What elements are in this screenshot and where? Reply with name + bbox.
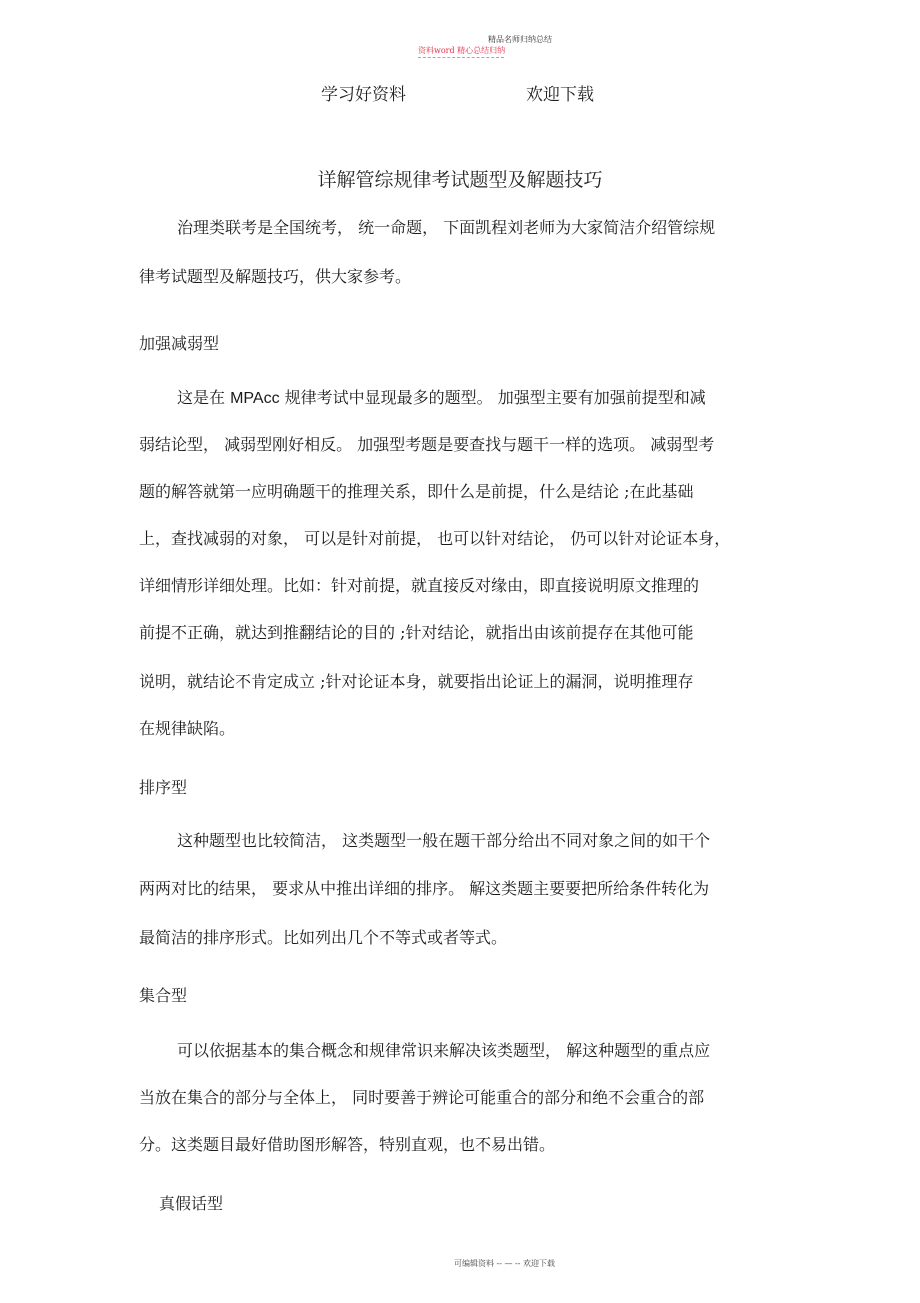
header-right: 欢迎下载 bbox=[526, 85, 594, 105]
paragraph-line: 这种题型也比较简洁， 这类题型一般在题干部分给出不同对象之间的如干个 bbox=[177, 831, 711, 850]
paragraph-line: 可以依据基本的集合概念和规律常识来解决该类题型， 解这种题型的重点应 bbox=[177, 1041, 711, 1060]
section-heading-strengthen-weaken: 加强减弱型 bbox=[139, 334, 220, 353]
paragraph-line: 两两对比的结果， 要求从中推出详细的排序。 解这类题主要要把所给条件转化为 bbox=[139, 879, 710, 898]
paragraph-line: 详细情形详细处理。比如：针对前提，就直接反对缘由，即直接说明原文推理的 bbox=[139, 576, 700, 595]
intro-line-1: 治理类联考是全国统考， 统一命题， 下面凯程刘老师为大家简洁介绍管综规 bbox=[177, 218, 716, 237]
mpacc-term: MPAcc bbox=[230, 390, 280, 407]
document-title: 详解管综规律考试题型及解题技巧 bbox=[317, 169, 603, 191]
header-left: 学习好资料 bbox=[321, 85, 406, 105]
paragraph-line bbox=[177, 385, 706, 408]
intro-line-2: 律考试题型及解题技巧，供大家参考。 bbox=[139, 267, 412, 286]
watermark-red: 资料word 精心总结归纳 bbox=[418, 46, 506, 55]
paragraph-line: 最简洁的排序形式。比如列出几个不等式或者等式。 bbox=[139, 928, 508, 947]
text-fragment: 这是在 bbox=[177, 388, 231, 407]
section-heading-true-false: 真假话型 bbox=[159, 1194, 224, 1213]
text-fragment: 规律考试中显现最多的题型。 加强型主要有加强前提型和减 bbox=[279, 388, 706, 407]
page-footer: 可编辑资料 -- — -- 欢迎下载 bbox=[454, 1259, 555, 1268]
section-heading-ordering: 排序型 bbox=[139, 778, 188, 797]
paragraph-line: 弱结论型， 减弱型刚好相反。 加强型考题是要查找与题干一样的选项。 减弱型考 bbox=[139, 435, 715, 454]
paragraph-line: 说明，就结论不肯定成立 ;针对论证本身，就要指出论证上的漏洞，说明推理存 bbox=[139, 672, 694, 691]
paragraph-line: 分。这类题目最好借助图形解答，特别直观，也不易出错。 bbox=[139, 1135, 556, 1154]
paragraph-line: 当放在集合的部分与全体上， 同时要善于辨论可能重合的部分和绝不会重合的部 bbox=[139, 1088, 705, 1107]
section-heading-set: 集合型 bbox=[139, 986, 188, 1005]
paragraph-line: 上，查找减弱的对象， 可以是针对前提， 也可以针对结论， 仍可以针对论证本身， bbox=[139, 529, 731, 548]
watermark-dashes bbox=[418, 57, 504, 58]
paragraph-line: 题的解答就第一应明确题干的推理关系，即什么是前提，什么是结论 ;在此基础 bbox=[139, 482, 694, 501]
paragraph-line: 在规律缺陷。 bbox=[139, 719, 236, 738]
watermark-top: 精品名师归纳总结 bbox=[488, 35, 552, 44]
paragraph-line: 前提不正确，就达到推翻结论的目的 ;针对结论，就指出由该前提存在其他可能 bbox=[139, 623, 694, 642]
